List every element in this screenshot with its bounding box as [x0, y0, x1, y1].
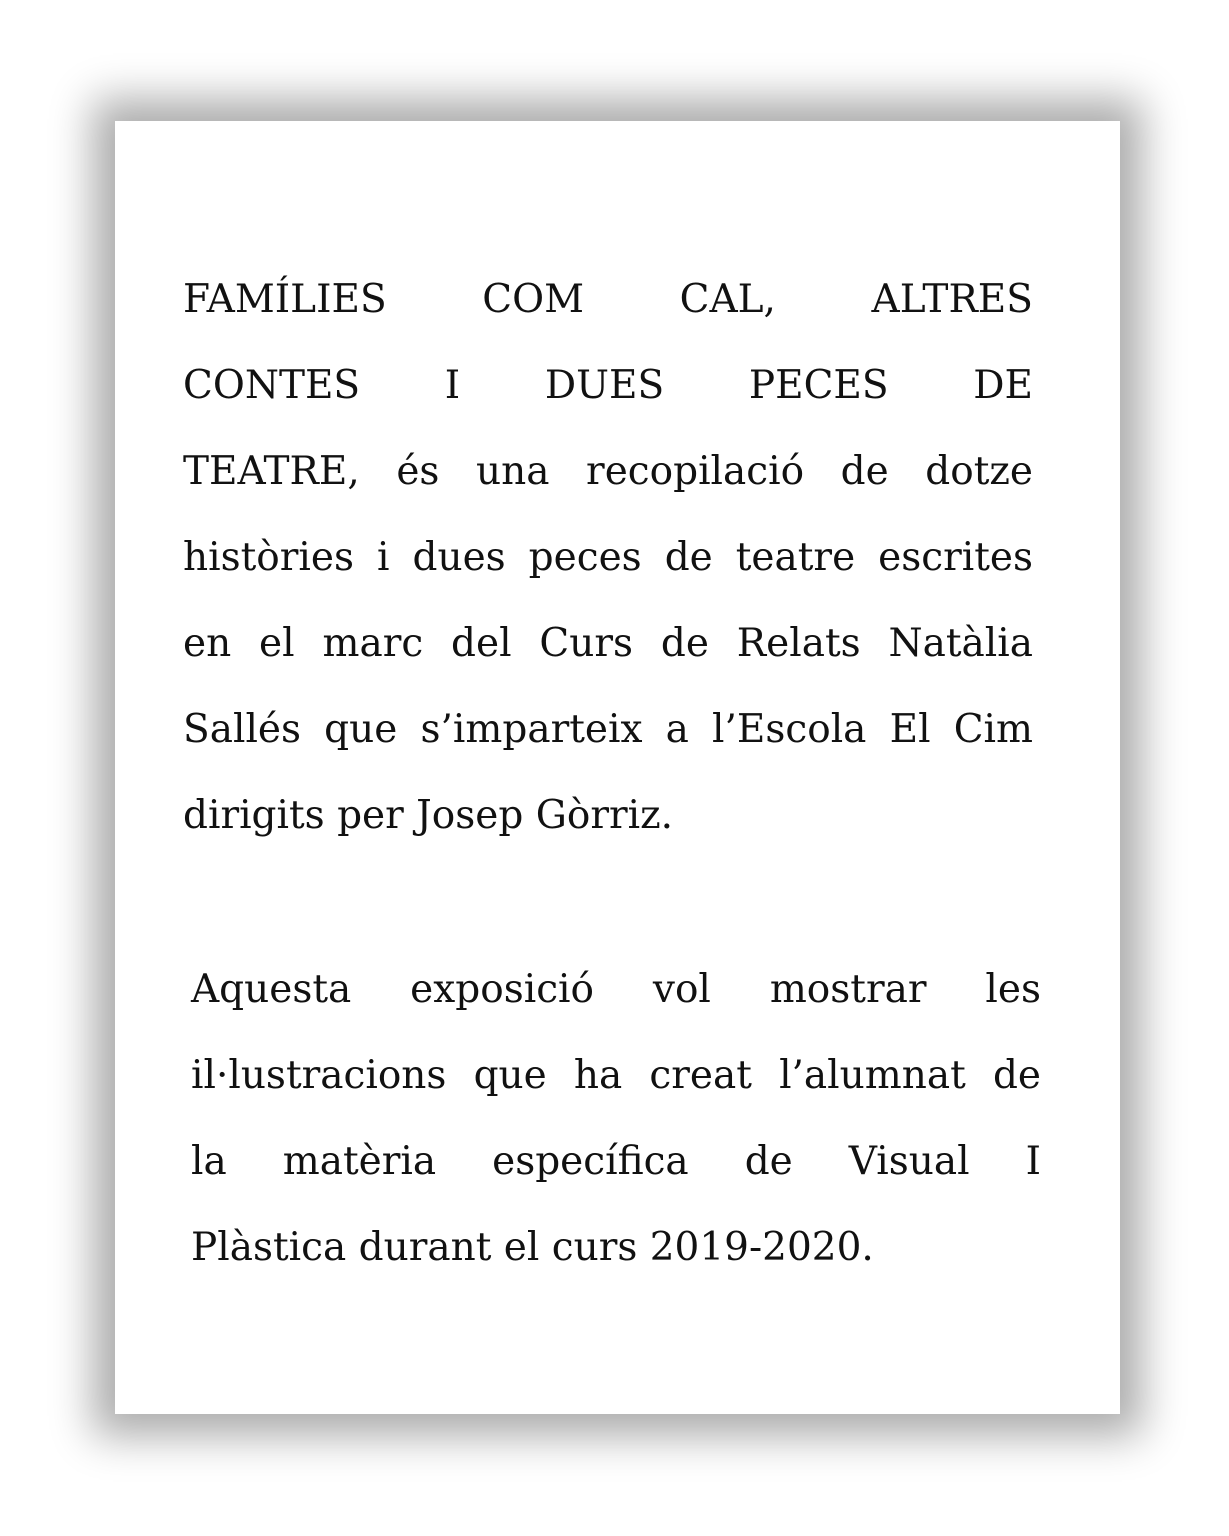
paragraph-line: Plàstica durant el curs 2019-2020. — [191, 1225, 874, 1270]
exhibition-paragraph — [191, 947, 1041, 1291]
paper-sheet — [115, 121, 1120, 1414]
paragraph-line: Aquesta exposició vol mostrar les — [191, 967, 1041, 1012]
paragraph-line: la matèria específica de Visual I — [191, 1139, 1041, 1184]
paragraph-line: TEATRE, és una recopilació de dotze — [183, 449, 1033, 494]
intro-paragraph — [183, 257, 1033, 859]
paragraph-line: FAMÍLIES COM CAL, ALTRES — [183, 277, 1033, 322]
paragraph-line: històries i dues peces de teatre escrites — [183, 535, 1033, 580]
paragraph-line: en el marc del Curs de Relats Natàlia — [183, 621, 1033, 666]
paragraph-line: dirigits per Josep Gòrriz. — [183, 793, 674, 838]
paragraph-line: Sallés que s’imparteix a l’Escola El Cim — [183, 707, 1033, 752]
paragraph-line: il·lustracions que ha creat l’alumnat de — [191, 1053, 1041, 1098]
paragraph-line: CONTES I DUES PECES DE — [183, 363, 1033, 408]
